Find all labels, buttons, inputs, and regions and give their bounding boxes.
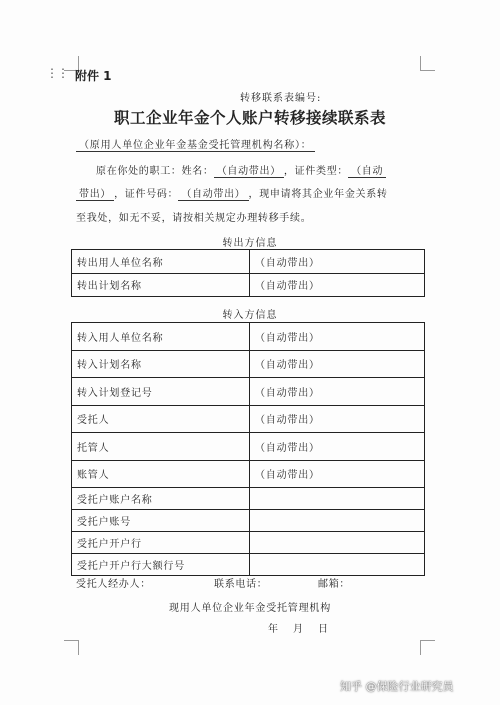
- table-value-cell[interactable]: （自动带出）: [250, 460, 425, 488]
- idno-label: ，证件号码：: [114, 189, 179, 200]
- in-table: [71, 322, 425, 576]
- month-label: 月: [293, 624, 304, 635]
- table-value-cell[interactable]: （自动带出）: [250, 405, 425, 433]
- crop-mark-bottom-left: [64, 640, 79, 655]
- table-label-cell: 受托户账号: [72, 510, 250, 532]
- drag-handle-icon[interactable]: ⋮⋮: [46, 66, 68, 80]
- table-row: [72, 488, 425, 510]
- name-value: （自动带出）: [214, 162, 284, 178]
- table-label-cell: 转出计划名称: [72, 273, 250, 297]
- table-label-cell: 受托户开户行: [72, 532, 250, 554]
- table-value-cell[interactable]: [250, 510, 425, 532]
- in-section-title: 转入方信息: [222, 310, 278, 321]
- body-line-1: [76, 162, 426, 178]
- idno-value: （自动带出）: [178, 185, 248, 201]
- table-row: [72, 323, 425, 351]
- date-line: [268, 620, 343, 635]
- year-label: 年: [268, 624, 279, 635]
- table-row: [72, 378, 425, 406]
- table-label-cell: 托管人: [72, 433, 250, 461]
- table-value-cell[interactable]: [250, 554, 425, 576]
- table-value-cell[interactable]: （自动带出）: [250, 273, 425, 297]
- agent-label: 受托人经办人：: [76, 579, 151, 590]
- table-label-cell: 转入用人单位名称: [72, 323, 250, 351]
- table-label-cell: 转出用人单位名称: [72, 250, 250, 274]
- table-label-cell: 转入计划名称: [72, 350, 250, 378]
- table-label-cell: 受托户开户行大额行号: [72, 554, 250, 576]
- table-row: [72, 554, 425, 576]
- out-table: [71, 249, 425, 297]
- crop-mark-top-right: [420, 56, 435, 71]
- name-label: 原在你处的职工：姓名：: [96, 166, 214, 177]
- email-label: 邮箱：: [318, 579, 351, 590]
- table-label-cell: 账管人: [72, 460, 250, 488]
- table-row: [72, 350, 425, 378]
- body-line-2: [76, 185, 426, 201]
- receiving-organization: 现用人单位企业年金受托管理机构: [169, 603, 331, 614]
- idtype-value-part1: （自动: [348, 162, 386, 178]
- watermark: 知乎 @保险行业研究员: [340, 680, 454, 693]
- body-line-2-suffix: ，现申请将其企业年金关系转: [248, 189, 388, 200]
- addressee-text: （原用人单位企业年金基金受托管理机构名称）：: [76, 136, 315, 152]
- table-row: [72, 405, 425, 433]
- table-value-cell[interactable]: （自动带出）: [250, 378, 425, 406]
- table-value-cell[interactable]: （自动带出）: [250, 250, 425, 274]
- table-value-cell[interactable]: （自动带出）: [250, 350, 425, 378]
- phone-label: 联系电话：: [214, 579, 268, 590]
- table-row: [72, 510, 425, 532]
- idtype-value-part2: 带出）: [76, 185, 114, 201]
- day-label: 日: [318, 624, 329, 635]
- table-value-cell[interactable]: （自动带出）: [250, 433, 425, 461]
- crop-mark-bottom-right: [420, 640, 435, 655]
- out-section-title: 转出方信息: [222, 238, 278, 249]
- serial-number-label: 转移联系表编号:: [240, 93, 322, 104]
- body-line-3: 至我处，如无不妥，请按相关规定办理转移手续。: [76, 213, 312, 224]
- table-row: [72, 532, 425, 554]
- footer-contact-line: [76, 575, 350, 590]
- table-value-cell[interactable]: [250, 488, 425, 510]
- addressee-line: [76, 136, 315, 152]
- attachment-label: 附件 1: [75, 69, 112, 83]
- table-label-cell: 受托人: [72, 405, 250, 433]
- table-row: [72, 250, 425, 274]
- table-value-cell[interactable]: [250, 532, 425, 554]
- document-title: 职工企业年金个人账户转移接续联系表: [113, 109, 386, 127]
- table-row: [72, 460, 425, 488]
- table-value-cell[interactable]: （自动带出）: [250, 323, 425, 351]
- table-label-cell: 转入计划登记号: [72, 378, 250, 406]
- idtype-label: ，证件类型：: [283, 166, 349, 177]
- table-label-cell: 受托户账户名称: [72, 488, 250, 510]
- table-row: [72, 273, 425, 297]
- table-row: [72, 433, 425, 461]
